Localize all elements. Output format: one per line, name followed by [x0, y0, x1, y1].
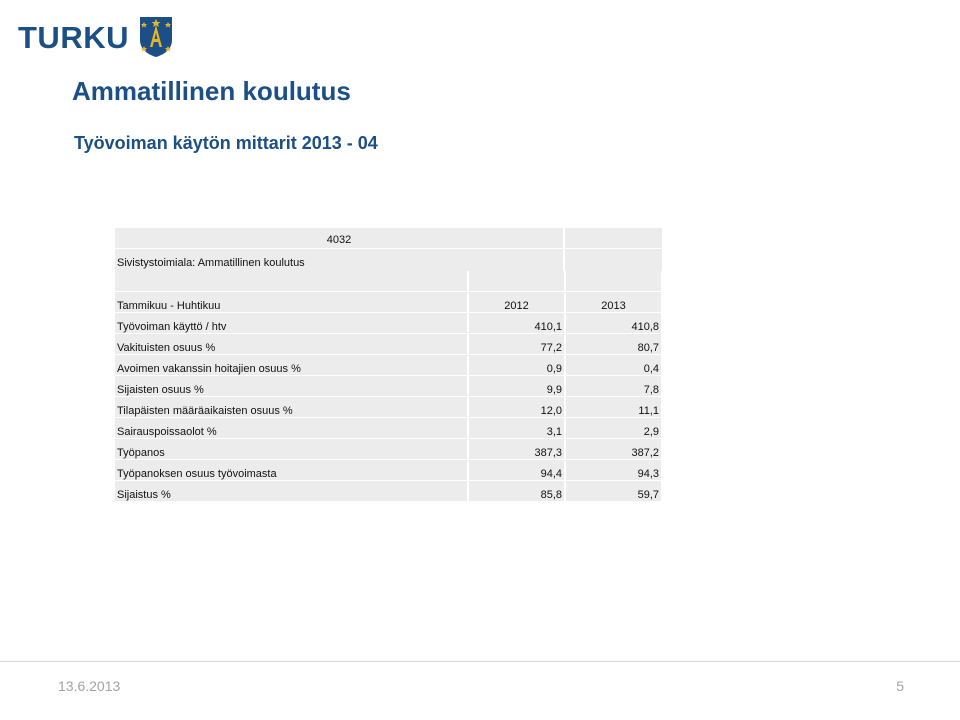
metric-label: Vakituisten osuus % [115, 334, 468, 355]
empty-cell [565, 271, 662, 292]
year-2013-header: 2013 [565, 292, 662, 313]
table-row [115, 313, 662, 334]
value-2013: 7,8 [565, 376, 662, 397]
table-row [115, 439, 662, 460]
value-2013: 0,4 [565, 355, 662, 376]
table-row [115, 460, 662, 481]
value-2013: 11,1 [565, 397, 662, 418]
footer-date: 13.6.2013 [58, 678, 121, 694]
metric-label: Avoimen vakanssin hoitajien osuus % [115, 355, 468, 376]
page-subtitle: Työvoiman käytön mittarit 2013 - 04 [74, 133, 378, 153]
page-number: 5 [896, 678, 904, 694]
value-2012: 387,3 [468, 439, 565, 460]
value-2013: 410,8 [565, 313, 662, 334]
value-2013: 387,2 [565, 439, 662, 460]
table-org-cell: Sivistystoimiala: Ammatillinen koulutus [115, 249, 565, 271]
value-2012: 410,1 [468, 313, 565, 334]
table-row [115, 355, 662, 376]
period-label-cell: Tammikuu - Huhtikuu [115, 292, 468, 313]
metric-rows [115, 313, 662, 502]
empty-cell [468, 271, 565, 292]
year-2012-header: 2012 [468, 292, 565, 313]
empty-cell [565, 249, 662, 271]
table-row [115, 376, 662, 397]
table-code-cell: 4032 [115, 228, 565, 248]
metric-label: Tilapäisten määräaikaisten osuus % [115, 397, 468, 418]
value-2013: 59,7 [565, 481, 662, 502]
value-2012: 77,2 [468, 334, 565, 355]
metric-label: Sairauspoissaolot % [115, 418, 468, 439]
turku-logo [18, 16, 173, 58]
page-title: Ammatillinen koulutus [72, 76, 351, 106]
table-row [115, 397, 662, 418]
value-2012: 94,4 [468, 460, 565, 481]
value-2012: 0,9 [468, 355, 565, 376]
value-2013: 80,7 [565, 334, 662, 355]
metric-label: Työpanos [115, 439, 468, 460]
value-2013: 94,3 [565, 460, 662, 481]
value-2012: 85,8 [468, 481, 565, 502]
value-2012: 9,9 [468, 376, 565, 397]
value-2012: 3,1 [468, 418, 565, 439]
empty-cell [115, 271, 468, 292]
workforce-metrics-table [115, 225, 663, 502]
metric-label: Sijaisten osuus % [115, 376, 468, 397]
value-2012: 12,0 [468, 397, 565, 418]
turku-coat-of-arms-icon [139, 16, 173, 58]
table-row [115, 334, 662, 355]
metric-label: Työvoiman käyttö / htv [115, 313, 468, 334]
table-row [115, 418, 662, 439]
empty-cell [565, 228, 662, 248]
footer-divider [0, 661, 960, 662]
table-row [115, 481, 662, 502]
metric-label: Työpanoksen osuus työvoimasta [115, 460, 468, 481]
value-2013: 2,9 [565, 418, 662, 439]
logo-text: TURKU [18, 19, 129, 55]
metric-label: Sijaistus % [115, 481, 468, 502]
